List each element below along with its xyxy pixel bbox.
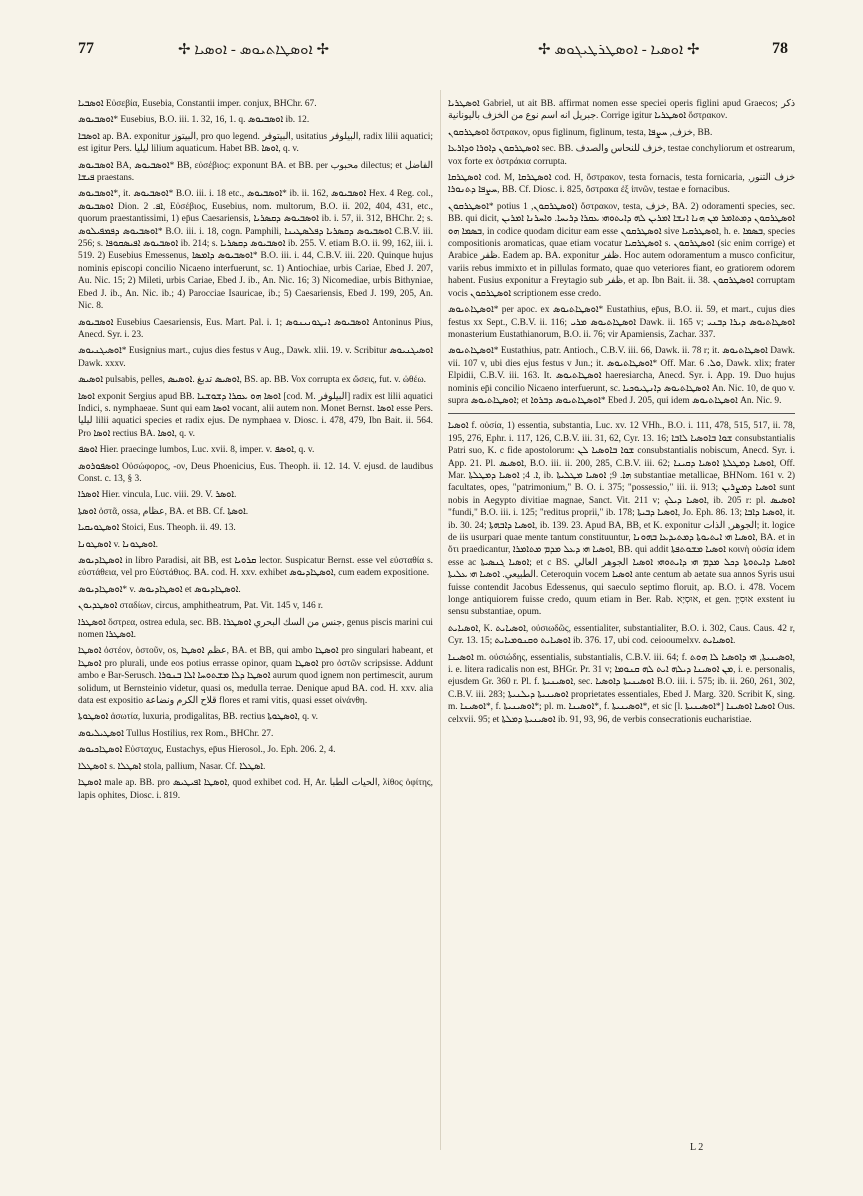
left-page-header	[78, 40, 448, 62]
signature-mark: L 2	[690, 1142, 704, 1153]
entry: ܐܘܣܒܝܘܣ*, it. ܐܘܣܒܝܘܣ* B.O. iii. i. 18 etc., ܐܘܣܒܝܘܣ* ib. ii. 162, ܐܘܣܒܝܘܣ Hex. 4 Reg. col., ܐܘܣܒܝܘܣ Dion. ܐܦ. 2, Εὐσέβιος, Eusebius, nom. multorum, B.O. ii. 202, 404, 431, etc., quorum praestantissimi, 1) ep̄us Caesariensis, ܐܘܣܒܝܘܣ ܕܩܣܪܝܐ ib. i. 57, ii. 312, BHChr. 2; s. ܐܘܣܒܝܘܣ ܕܦܡܦܝܠܘܣ* B.O. iii. i. 18, cogn. Pamphili, ܐܘܣܒܝܘܣ ܕܩܣܪܝܐ ܕܦܠܣܛܝܢܐ C.B.V. iii. 256; s. ܐܘܣܒܝܘܣ ܐܦܝܣܩܘܦܐ ib. 214; s. ܐܘܣܒܝܘܣ ܕܩܣܪܝܐ ib. 255. V. etiam B.O. ii. 99, 162, iii. i. 519. 2) Eusebius Emessenus, ܐܘܣܒܝܘܣ ܕܐܡܣܐ* B.O. iii. i. 44, C.B.V. iii. 220. Quinque hujus nominis episcopi concilio Nicaeno interfuerunt, sc. 1) Antiochiae, urbis Cariae, Ebed J. 207, Au. Nic. 15; 2) Mileti, urbis Cariae, Ebed J. ib., An. Nic. 16; 3) Nicomediae, urbis Bithyniae, Ebed J. ib., An. Nic. ib.; 4) Parocciae Isauricae, ib.; 5) Caesariensis, Ebed J. 199, 205, An. Nic. 8.	[78, 189, 434, 312]
entry: ܐܘܣܛܪܩܘܢ ὄστρακον, opus figlinum, figlinum, testa, خزف, ܚܨܦܐ, BB.	[448, 127, 713, 138]
entry: ܐܘܣܛܐܟܝܘܣ Εὐσταχυς, Eustachys, ep̄us Hierosol., Jo. Eph. 206. 2, 4.	[78, 745, 336, 756]
entry: ܐܘܣܛܠܐ s. ܐܣܛܠܐ stola, pallium, Nasar. Cf. ܐܣܛܠܐ.	[78, 761, 266, 772]
entry: ܐܘܣܝܐܝܬ, K. ܐܘܣܝܐܝܬ, οὐσιωδῶς, essentialiter, substantialiter, B.O. i. 302, Caus. Caus. 42 r, Cyr. 13. 15; ܐܘܣܝܐܝܬ ܘܩܢܘܡܝܐܝܬ ib. 376. 17, ubi cod. ceiooumelxv. ܐܘܣܝܐܝܬ.	[448, 623, 795, 647]
section-divider	[448, 413, 795, 414]
column-gutter	[440, 90, 441, 1150]
entry: ܐܘܣܛܐܕܝܘܣ* v. ܐܘܣܛܐܕܝܘܣ et ܐܘܣܛܐܕܝܘܣ.	[78, 584, 241, 595]
entry: ܐܘܣܛܐܬܝܘܣ* Eustathius, patr. Antioch., C.B.V. iii. 66, Dawk. ii. 78 r; it. ܐܘܣܛܐܬܝܘܣ Dawk. vii. 107 v, ubi dies ejus festus v Jun.; it. ܐܘܣܛܐܬܝܘܣ* Off. Mar. ܘܠ. 6, Dawk. xlix; frater Elpidii, C.B.V. iii. 163. It. ܐܘܣܛܐܬܝܘܣ haeresiarcha, Anecd. Syr. i. App. 19. Duo hujus nominis ep̄i concilio Nicaeno interfuerunt, sc. ܐܘܣܛܐܬܝܘܣ ܕܐܢܛܝܘܟܝܐ An. Nic. 10, de quo v. supra ܐܘܣܛܐܬܝܘܣ; et ܐܘܣܛܐܬܝܘܣ ܕܒܪܘܐ* Ebed J. 205, qui idem ܐܘܣܛܐܬܝܘܣ An. Nic. 9.	[448, 346, 796, 406]
entry: ܐܘܣܝܓܢܝܘܣ* Eusignius mart., cujus dies festus v Aug., Dawk. xlii. 19. v. Scribitur ܐܘܣܝܓܢܝܘܣ Dawk. xxxv.	[78, 346, 433, 369]
entry: ܐܘܣܛܪܩܘܢ* potius ܐܘܣܛܪܩܘܢ, 1) ὄστρακον, testa, خزف, BA. 2) odoramenti species, sec. BB. qui dicit, ܐܘܣܛܪܩܘܢ ܕܡܬܐܡܪ ܡܢ ܗܢܐ ܐܢܫܐ ܐܡܪܝܢ ܠܗ ܕܐܝܬܘܗܝ ܥܩܪܐ ܕܪܝܚܐ. ܘܐܚܪܢܐ ܐܡܪܝܢ ܒܣܡܐ ܗܘ, in codice quodam dicitur eam esse ܐܘܣܛܪܩܘܢ sive ܐܘܣܛܪܩܝܐ, h. e. ܒܣܡܐ, species compositionis aromaticas, quae etiam vocatur ܐܘܣܛܪܩܝܐ s. ܐܘܣܛܪܩܘܢ (sic enim corrige) et Arabice ظفر. Eadem ap. BA. exponitur ظفر. Hoc autem odoramentum a musco conficitur, variis rebus immixto et in pillulas formato, quae quo veteriores fiant, eo gratiorem odorem habent. Fusius exponitur a Freytagio sub ظفر, et ap. Ibn Bait. ii. 38. ܐܘܣܛܪܩܘܢ corruptam vocis ܐܘܣܛܪܩܘܢ scriptionem esse credo.	[448, 201, 795, 299]
entry: ܐܘܣܛܪܝܐ Gabriel, ut ait BB. affirmat nomen esse speciei operis figlini apud Graecos; ذكر جبريل انه اسم نوع من الخزف باليونانية. Corrige igitur ܐܘܣܛܪܝܐ ὄστρακον.	[448, 99, 795, 122]
entry: ܐܘܣܛܘܝܩܝܐ Stoici, Eus. Theoph. ii. 49. 13.	[78, 523, 236, 534]
entry: ܐܘܣܒܐ ap. BA. exponitur البيتوز, pro quo legend. البيتوفر, usitatius البيلوفر, radix lilii aquatici; est igitur Pers. لیلیا lilium aquaticum. Habet BB. ܐܘܣܐ, q. v.	[78, 131, 433, 155]
entry: ܐܘܣܛܝܠܝܘܣ Tullus Hostilius, rex Rom., BHChr. 27.	[78, 728, 274, 739]
entry: ܐܘܣܒܝܘܣ BA, ܐܘܣܒܝܘܣ* BB, εὐσέβιος: exponunt BA. et BB. per محبوب dilectus; et الفاضل ܦܝܫܐ praestans.	[78, 160, 433, 184]
entry: ܐܘܣܛܐܕܝܘܣ in libro Paradisi, ait BB, est ܩܪܘܝܐ lector. Suspicatur Bernst. esse vel εὐσταθία s. εὐστάθεια, vel pro Εὐστάθιος. BA. cod. H. xxv. exhibet ܐܘܣܛܐܕܝܘܣ, cum eadem expositione.	[78, 556, 433, 579]
entry: ܐܘܣܛܪܐ ὄστρεα, ostrea edula, sec. BB. جنس من السك البحري ܐܘܣܛܪܐ, genus piscis marini cui nomen ܐܘܣܛܪܐ.	[78, 617, 434, 641]
entry: ܐܘܣܛܕܝܘܢ σταδίων, circus, amphitheatrum, Pat. Vit. 145 v, 146 r.	[78, 601, 323, 612]
entry: ܐܘܣܒܝܘܣ* Eusebius, B.O. iii. 1. 32, 16, 1. q. ܐܘܣܒܝܘܣ ib. 12.	[78, 115, 310, 126]
entry: ܐܘܣܝܢܐ m. οὐσιώδης, essentialis, substantialis, C.B.V. iii. 64; f. ܐܘܣܝܢܝܬܐ, ܗܝ ܕܐܘܣܝܐ ܠܐ ܗܘܬ, i. e. litera radicalis non est, BHGr. Pr. 31 v; ܡܢ ܐܘܣܝܢܐ ܕܝܠܗ ܐܝܬ ܠܗ ܩܢܘܡܐ, i. e. personalis, ejusdem Gr. 360 r. Pl. f. ܐܘܣܝܢܝܬܐ, sec. ܐܘܣܝܢܝܬܐ ܕܐܘܣܝܐ B.O. iii. i. 575; ib. ii. 260, 261, 302, C.B.V. iii. 283; ܐܘܣܝܢܝܬܐ ܕܝܠܢܝܬܐ proprietates essentiales, Ebed J. Marg. 320. Scribit K, sing. m. ܐܘܣܝܢܐ*, f. ܐܘܣܝܢܝܬܐ*; pl. m. ܐܘܣܝܢܐ*, f. ܐܘܣܝܢܝܬܐ*, et sic [l. ܐܘܣܝܢܝܬܐ*] ܐܘܣܝܐ ܐܘܣܝܢܐ Ous. celxvii. 95; et ܐܘܣܝܢܝܬܐ ܕܡܠܬܐ ib. 91, 93, 96, de verbis consecrationis eucharistiae.	[448, 652, 796, 725]
right-page-header	[468, 40, 788, 62]
entry: ܐܘܣܛܐܬܝܘܣ* per apoc. ex ܐܘܣܛܐܬܝܘܣ* Eustathius, ep̄us, B.O. ii. 59, et mart., cujus dies festus xx Sept., C.B.V. ii. 116; ܐܘܣܛܐܬܝܘܣ ܡܪܝ Dawk. ii. 165 v; ܐܘܣܛܐܬܝܘܣ ܕܝܪܐ ܕܒܢܝ monasterium Eustathianorum, B.O. ii. 76; vir Apamiensis, Zachar. 337.	[448, 305, 795, 340]
entry: ܐܘܣܦ Hier. praecinge lumbos, Luc. xvii. 8, imper. v. ܐܘܣܦ, q. v.	[78, 445, 315, 456]
entry: ܐܘܣܛܐ ὀστέον, ὀστοῦν, os, عظم ܐܘܣܛܐ, BA. et BB, qui ambo ܐܘܣܛܐ pro singulari habeant, et ܐܘܣܛܐ pro plurali, unde eos potius errasse opinor, quam ܐܘܣܛܐ pro ὀστῶν scripsisse. Addunt ambo e Bar-Serusch. ܐܘܣܛܐ ܕܠܐ ܡܫܬܘܚܐ ܐܠܐ ܒܢܘܪܐ aurum quod ignem non pertimescit, aurum solidum, ut Bernsteinio videtur, quasi os, medulla terrae. Denique apud BA. cod. H. xxv. alia data est expositio قلاح الكرم ونضاعة flores et rami vitis, quasi esset οἰνάνθη.	[78, 646, 433, 707]
left-column	[78, 98, 433, 806]
entry: ܐܘܣܝܐ f. οὐσία, 1) essentia, substantia, Luc. xv. 12 VHh., B.O. i. 111, 478, 515, 517, ii. 78, 195, 276, Ephr. i. 117, 126, C.B.V. iii. 31, 62, Cyr. 13. 16; ܫܘܐ ܒܐܘܣܝܐ ܠܐܒܐ consubstantialis Patri suo, K. c fide apostolorum: ܫܘܐ ܒܐܘܣܝܐ ܠܢ consubstantialis nobiscum, Anecd. Syr. i. App. 21. Pl. ܐܘܣܝܣ, B.O. iii. ii. 200, 285, C.B.V. iii. 62; ܐܘܣܝܐ ܕܡܛܠܬܐ ܐܘܣܝܐ ܕܩܝܢܐ, Off. Mar. ܐ. 4; ܐܘܣܝܐ ܕܡܛܠܬܐ, ib. ܗܐ. 9; ܐܘܣܝܐ ܡܛܠܝܬܐ substantiae metallicae, BHNom. 161 v. 2) facultates, opes, "patrimonium," B. O. i. 375; "possessio," iii. ii. 913; ܐܘܣܝܐ ܕܡܨܪܝܢ sunt nobis in Aegypto divitiae magnae, Sanct. Vit. 211 v; ܐܘܣܝܐ ܕܝܠܟ, ib. 205 r: pl. ܐܘܣܝܣ "fundi," B.O. iii. i. 125; "reditus proprii," ib. 178; ܐܘܣܝܐ ܕܒܝܬܐ, Jo. Eph. 86. 13; ܐܘܣܝܐ ܕܐܒܐ, it. ib. 30. 24; ܐܘܣܝܐ ܕܐܒܗܬܐ, ib. 139. 23. Apud BA, BB, et K. exponitur الجوهر, الذات; it. logice de iis usurpari quae mente tantum constituuntur, ܐܘܣܝܐ ܗܝ ܐܝܬܝܘܬܐ ܕܡܬܝܕܥܐ ܒܗܘܢܐ, BA. et in ὄτι praedicantur, ܐܘܣܝܐ ܗܝ ܕܥܠ ܡܕܡ ܡܬܐܡܪܐ, BB. qui addit ܐܘܣܝܐ ܡܫܘܬܦܬܐ κοινὴ οὐσία idem esse ac ܐܘܣܝܐ ܓܢܣܝܬܐ; et c BS. ܐܘܣܝܐ ܕܐܝܬܘܬܐ ܕܟܠ ܡܕܡ ܗܝ ܕܐܝܬܘܗܝ ܐܘܣܝܐ الجوهر العالي الطبيعي. ܐܘܣܝܐ ܗܝ ܥܠܝܬܐ. Ceteroquin vocem ܐܘܣܝܐ ante centum ab aetate sua annos Syris usui fuisse contendit Jacobus Edessenus, qui saeculo septimo floruit, ap. B.O. i. 478. Vocem longe antiquiorem fuisse credo, quum etiam in Ber. Rab. אוּסְיָא, et gen. אוּסִיָּן exstent iu sensu substantiae, opum.	[448, 421, 796, 618]
entry: ܐܘܣܒܝܘܣ Eusebius Caesariensis, Eus. Mart. Pal. i. 1; ܐܘܣܒܝܘܣ ܐܢܛܘܢܝܢܘܣ Antoninus Pius, Anecd. Syr. i. 23.	[78, 317, 433, 340]
right-page-number: 78	[772, 40, 788, 57]
entry: ܐܘܣܝܣ pulsabis, pelles, ܐܘܣܝܣ تدبغ .ܐܘܣܝܣ, BS. ap. BB. Vox corrupta ex ὤσεις, fut. v. ὠθέω.	[78, 375, 426, 386]
left-running-head: ✢ ܐܘܣܛܐܬܝܘܣ - ܐܘܣܝܐ ✢	[178, 42, 330, 58]
entry: ܐܘܣܬܐ ὀστᾶ, ossa, عظام, BA. et BB. Cf. ܐܘܣܬܐ.	[78, 506, 249, 517]
entry: ܐܘܣܛܪܩܐ cod. M, ܐܘܣܛܪܩܐ cod. H, ὄστρακον, testa fornacis, testa fornicaria, خزف التنور, ܚܨܦܐ ܕܬܢܘܪܐ, BB. Cf. Diosc. i. 825, ὄστρακα ἐξ ἰπνῶν, testae e fornacibus.	[448, 173, 795, 196]
entry: ܐܘܣܒܝܐ Εὐσεβία, Eusebia, Constantii imper. conjux, BHChr. 67.	[78, 99, 317, 109]
entry: ܐܘܣܪܐ Hier. vincula, Luc. viii. 29. V. ܐܘܣܪ.	[78, 490, 237, 501]
right-column	[448, 98, 795, 730]
entry: ܐܘܣܐ exponit Sergius apud BB. ܐܘܣܐ ܗܘ ܥܩܪܐ ܕܫܘܫܢܐ [cod. M. البيلوفر] radix est lilii aquatici Indici, s. nymphaeae. Sunt qui eam ܐܘܣܐ vocant, alii autem non. Monet Bernst. ܐܘܣܐ esse Pers. لیلیا lilii aquatici species et radix ejus. De nymphaea v. Diosc. i. 478, 479, Ibn Bait. ii. 564. Pro ܐܘܣܐ rectius BA. ܐܘܣܐ, q. v.	[78, 391, 434, 439]
entry: ܐܘܣܛܪܩܘܢ ܕܐܘܪܐ ܘܕܐܪܥܐ sec. BB. خزف للنحاس والصدف, testae conchyliorum et ostrearum, vox forte ex ὀστράκια corrupta.	[448, 144, 795, 167]
entry: ܐܘܣܛܐ male ap. BB. pro ܐܘܣܛܐ ܐܦܝܛܝܣ, quod exhibet cod. H, Ar. الحيات الطبا, λίθος ὀφίτης, lapis ophites, Diosc. i. 819.	[78, 778, 433, 801]
left-page-number: 77	[78, 40, 94, 57]
entry: ܐܘܣܦܘܪܘܣ Οὐσώφορος, -ον, Deus Phoenicius, Eus. Theoph. ii. 12. 14. V. ejusd. de laudibus Const. c. 13, § 3.	[78, 461, 433, 484]
entry: ܐܘܣܛܘܬܐ ἀσωτία, luxuria, prodigalitas, BB. rectius ܐܘܣܛܘܬܐ, q. v.	[78, 712, 319, 723]
entry: ܐܘܣܛܘܢܐ v. ܐܘܣܛܘܢܐ.	[78, 539, 158, 550]
right-running-head: ✢ ܐܘܣܝܐ - ܐܘܣܛܪܛܝܓܘܣ ✢	[538, 42, 700, 58]
